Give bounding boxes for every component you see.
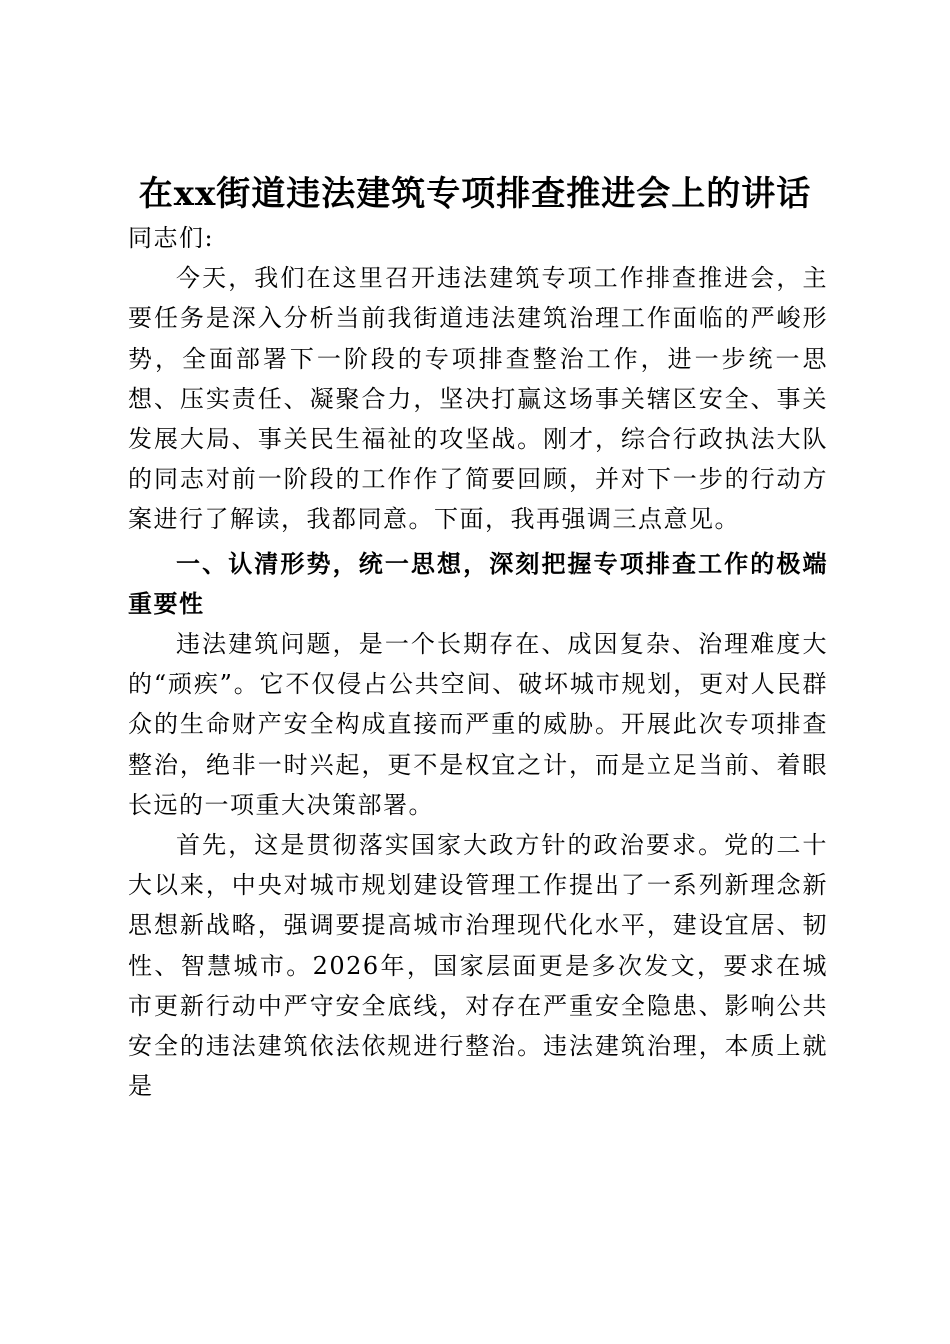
section-heading: 一、认清形势，统一思想，深刻把握专项排查工作的极端重要性 <box>128 548 828 618</box>
section-paragraph: 首先，这是贯彻落实国家大政方针的政治要求。党的二十大以来，中央对城市规划建设管理工作提出了一系列新理念新思想新战略，强调要提高城市治理现代化水平，建设宜居、韧性、智慧城市。2026年，国家层面更是多次发文，要求在城市更新行动中严守安全底线，对存在严重安全隐患、影响公共安全的违法建筑依法依规进行整治。违法建筑治理，本质上就是 <box>128 831 828 1101</box>
document-title: 在xx街道违法建筑专项排查推进会上的讲话 <box>138 174 812 214</box>
intro-paragraph: 今天，我们在这里召开违法建筑专项工作排查推进会，主要任务是深入分析当前我街道违法建筑治理工作面临的严峻形势，全面部署下一阶段的专项排查整治工作，进一步统一思想、压实责任、凝聚合力，坚决打赢这场事关辖区安全、事关发展大局、事关民生福祉的攻坚战。刚才，综合行政执法大队的同志对前一阶段的工作作了简要回顾，并对下一步的行动方案进行了解读，我都同意。下面，我再强调三点意见。 <box>128 264 828 534</box>
salutation: 同志们: <box>128 224 215 252</box>
section-paragraph: 违法建筑问题，是一个长期存在、成因复杂、治理难度大的“顽疾”。它不仅侵占公共空间、破坏城市规划，更对人民群众的生命财产安全构成直接而严重的威胁。开展此次专项排查整治，绝非一时兴起，更不是权宜之计，而是立足当前、着眼长远的一项重大决策部署。 <box>128 630 828 819</box>
document-body <box>128 218 828 1106</box>
